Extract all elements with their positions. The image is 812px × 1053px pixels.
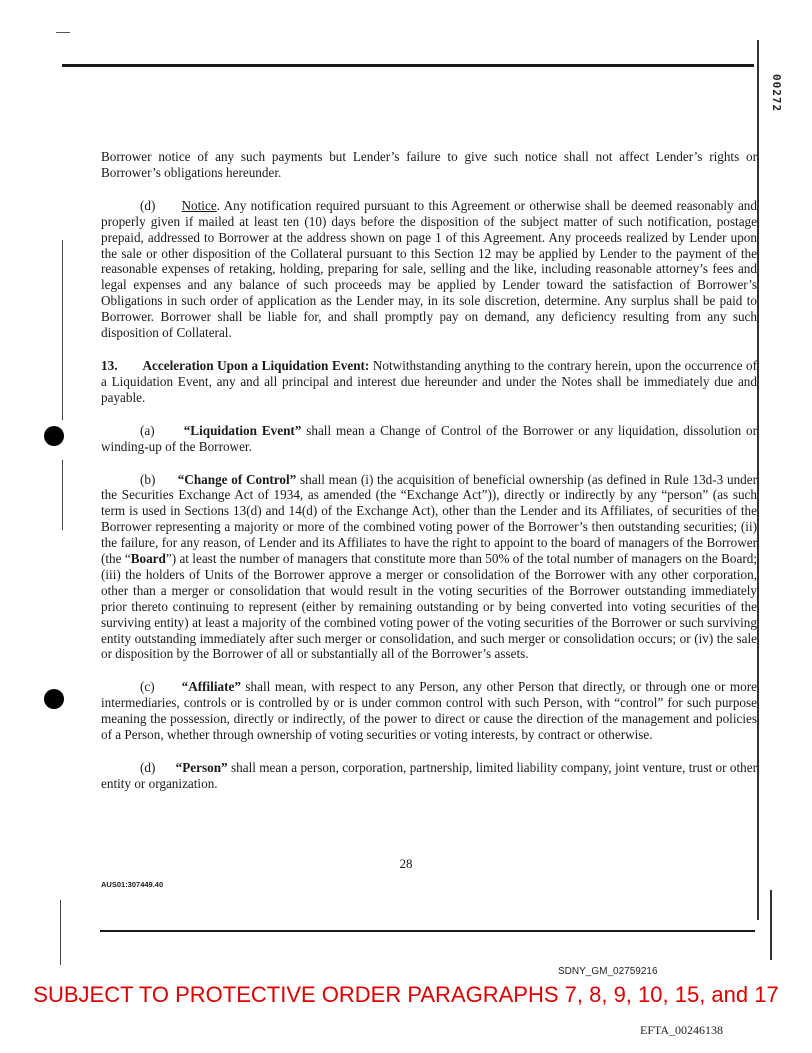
paragraph-13a bbox=[101, 423, 757, 455]
paragraph-title: Notice bbox=[181, 197, 217, 213]
punch-hole bbox=[44, 426, 64, 446]
section-text: Notwithstanding anything to the contrary herein, upon the occurrence of a Liquidation Event, any and all principal and interest due hereunder and under the Notes shall be immediately due and payable. bbox=[101, 357, 757, 405]
page-number: 28 bbox=[399, 856, 413, 871]
paragraph-text: shall mean (i) the acquisition of beneficial ownership (as defined in Rule 13d-3 under the Securities Exchange Act of 1934, as amended (the “Exchange Act”)), directly or indirectly by any “person” (as such term is used in Sections 13(d) and 14(d) of the Exchange Act), other than the Lender and its Affiliates, of securities of the Borrower representing a majority or more of the combined voting power of the Borrower’s then outstanding securities; (ii) the failure, for any reason, of Lender and its Affiliates to have the right to appoint to the board of managers of the Borrower (the “ bbox=[101, 471, 757, 567]
scan-corner-mark bbox=[56, 32, 70, 33]
left-scan-edge bbox=[62, 460, 63, 530]
paragraph-13c bbox=[101, 679, 757, 743]
punch-hole bbox=[44, 689, 64, 709]
section-title: Acceleration Upon a Liquidation Event: bbox=[142, 357, 370, 373]
paragraph-text: shall mean, with respect to any Person, any other Person that directly, or through one or more intermediaries, controls or is controlled by or is under common control with such Person, with “control” for such purpose meaning the possession, directly or indirectly, of the power to direct or cause the direction of the management and policies of a Person, whether through ownership of voting securities or voting interests, by contract or otherwise. bbox=[101, 679, 758, 743]
defined-term: “Affiliate” bbox=[181, 679, 241, 695]
left-scan-edge bbox=[60, 900, 61, 965]
document-body bbox=[101, 149, 757, 792]
top-rule bbox=[62, 64, 754, 67]
paragraph-text: shall mean a person, corporation, partnership, limited liability company, joint venture, trust or other entity or organization. bbox=[101, 760, 758, 791]
defined-term-board: Board bbox=[130, 551, 166, 567]
paragraph-13d bbox=[101, 760, 757, 792]
paragraph-label: (a) bbox=[140, 422, 155, 438]
paragraph-12d bbox=[101, 198, 757, 341]
document-id: AUS01:307449.40 bbox=[101, 880, 164, 889]
paragraph-text: shall mean a Change of Control of the Borrower or any liquidation, dissolution or winding-up of the Borrower. bbox=[101, 422, 757, 454]
paragraph-label: (c) bbox=[140, 679, 155, 695]
paragraph-label: (d) bbox=[140, 760, 156, 775]
right-scan-edge-lower bbox=[770, 890, 772, 960]
defined-term: “Change of Control” bbox=[177, 471, 297, 487]
defined-term: “Person” bbox=[175, 760, 228, 775]
protective-order-banner: SUBJECT TO PROTECTIVE ORDER PARAGRAPHS 7, 8, 9, 10, 15, and 17 bbox=[33, 982, 779, 1007]
defined-term: “Liquidation Event” bbox=[183, 422, 302, 438]
right-scan-edge bbox=[757, 40, 759, 920]
efta-number: EFTA_00246138 bbox=[640, 1023, 724, 1037]
section-13 bbox=[101, 358, 757, 406]
bates-number: SDNY_GM_02759216 bbox=[558, 966, 658, 977]
paragraph-13b bbox=[101, 472, 757, 663]
section-number: 13. bbox=[101, 357, 118, 373]
paragraph-text: . Any notification required pursuant to this Agreement or otherwise shall be deemed reasonably and properly given if mailed at least ten (10) days before the disposition of the subject matter of such notification, postage prepaid, addressed to Borrower at the address shown on page 1 of this Agreement. Any proceeds realized by Lender upon the sale or other disposition of the Collateral pursuant to this Section 12 may be applied by Lender to the payment of the reasonable expenses of retaking, holding, preparing for sale, selling and the like, including reasonable attorney’s fees and legal expenses and any balance of such proceeds may be applied by Lender toward the satisfaction of Borrower’s Obligations in such order of application as the Lender may, in its sole discretion, determine. Any surplus shall be paid to Borrower. Borrower shall be liable for, and shall promptly pay on demand, any deficiency resulting from any such disposition of Collateral. bbox=[101, 197, 757, 341]
paragraph-label: (d) bbox=[140, 197, 156, 213]
paragraph-continuation: Borrower notice of any such payments but Lender’s failure to give such notice shall not affect Lender’s rights or Borrower’s obligations hereunder. bbox=[101, 149, 757, 180]
left-scan-edge bbox=[62, 240, 63, 420]
paragraph-label: (b) bbox=[140, 471, 156, 487]
margin-stamp: 00272 bbox=[770, 74, 783, 113]
paragraph-text: ”) at least the number of managers that constitute more than 50% of the total number of managers on the Board; (iii) the holders of Units of the Borrower approve a merger or consolidation of the Borrower with any other corporation, other than a merger or consolidation that would result in the voting securities of the Borrower outstanding immediately prior thereto continuing to represent (either by remaining outstanding or by being converted into voting securities of the surviving entity) at least a majority of the combined voting power of the voting securities of the Borrower or such surviving entity outstanding immediately after such merger or consolidation, and such merger or consolidation occurs; or (iv) the sale or disposition by the Borrower of all or substantially all of the Borrower’s assets. bbox=[101, 551, 757, 662]
bottom-rule bbox=[100, 930, 755, 932]
